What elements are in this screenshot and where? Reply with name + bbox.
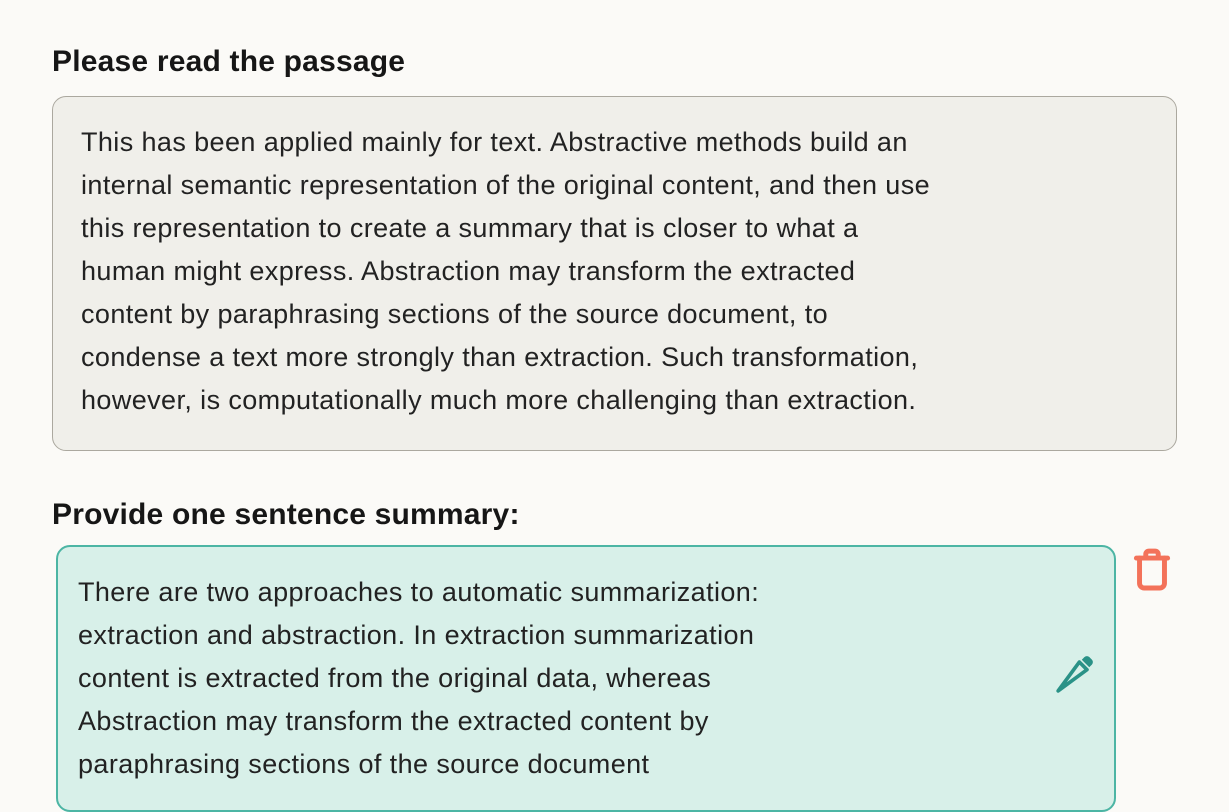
delete-summary-button[interactable] [1130, 546, 1174, 594]
passage-text-line: This has been applied mainly for text. Abstractive methods build an [81, 127, 908, 157]
passage-text-line: this representation to create a summary that is closer to what a [81, 213, 859, 243]
passage-text-line: human might express. Abstraction may transform the extracted [81, 256, 856, 286]
summary-text-line: content is extracted from the original data, whereas [78, 663, 712, 693]
summary-text-line: There are two approaches to automatic summarization: [78, 577, 760, 607]
passage-text-line: however, is computationally much more challenging than extraction. [81, 385, 917, 415]
summary-heading: Provide one sentence summary: [52, 498, 520, 531]
trash-icon [1130, 546, 1174, 594]
summary-box [56, 545, 1116, 812]
pencil-icon [1052, 651, 1098, 697]
summary-text-line: Abstraction may transform the extracted content by [78, 706, 709, 736]
passage-heading: Please read the passage [52, 45, 406, 78]
passage-box [52, 96, 1177, 451]
summary-text-line: paraphrasing sections of the source document [78, 749, 650, 779]
passage-text-line: internal semantic representation of the original content, and then use [81, 170, 931, 200]
summary-row [52, 545, 1177, 812]
passage-text-line: condense a text more strongly than extraction. Such transformation, [81, 342, 919, 372]
edit-summary-button[interactable] [1052, 651, 1098, 697]
summary-text-line: extraction and abstraction. In extraction summarization [78, 620, 755, 650]
passage-text-line: content by paraphrasing sections of the source document, to [81, 299, 829, 329]
